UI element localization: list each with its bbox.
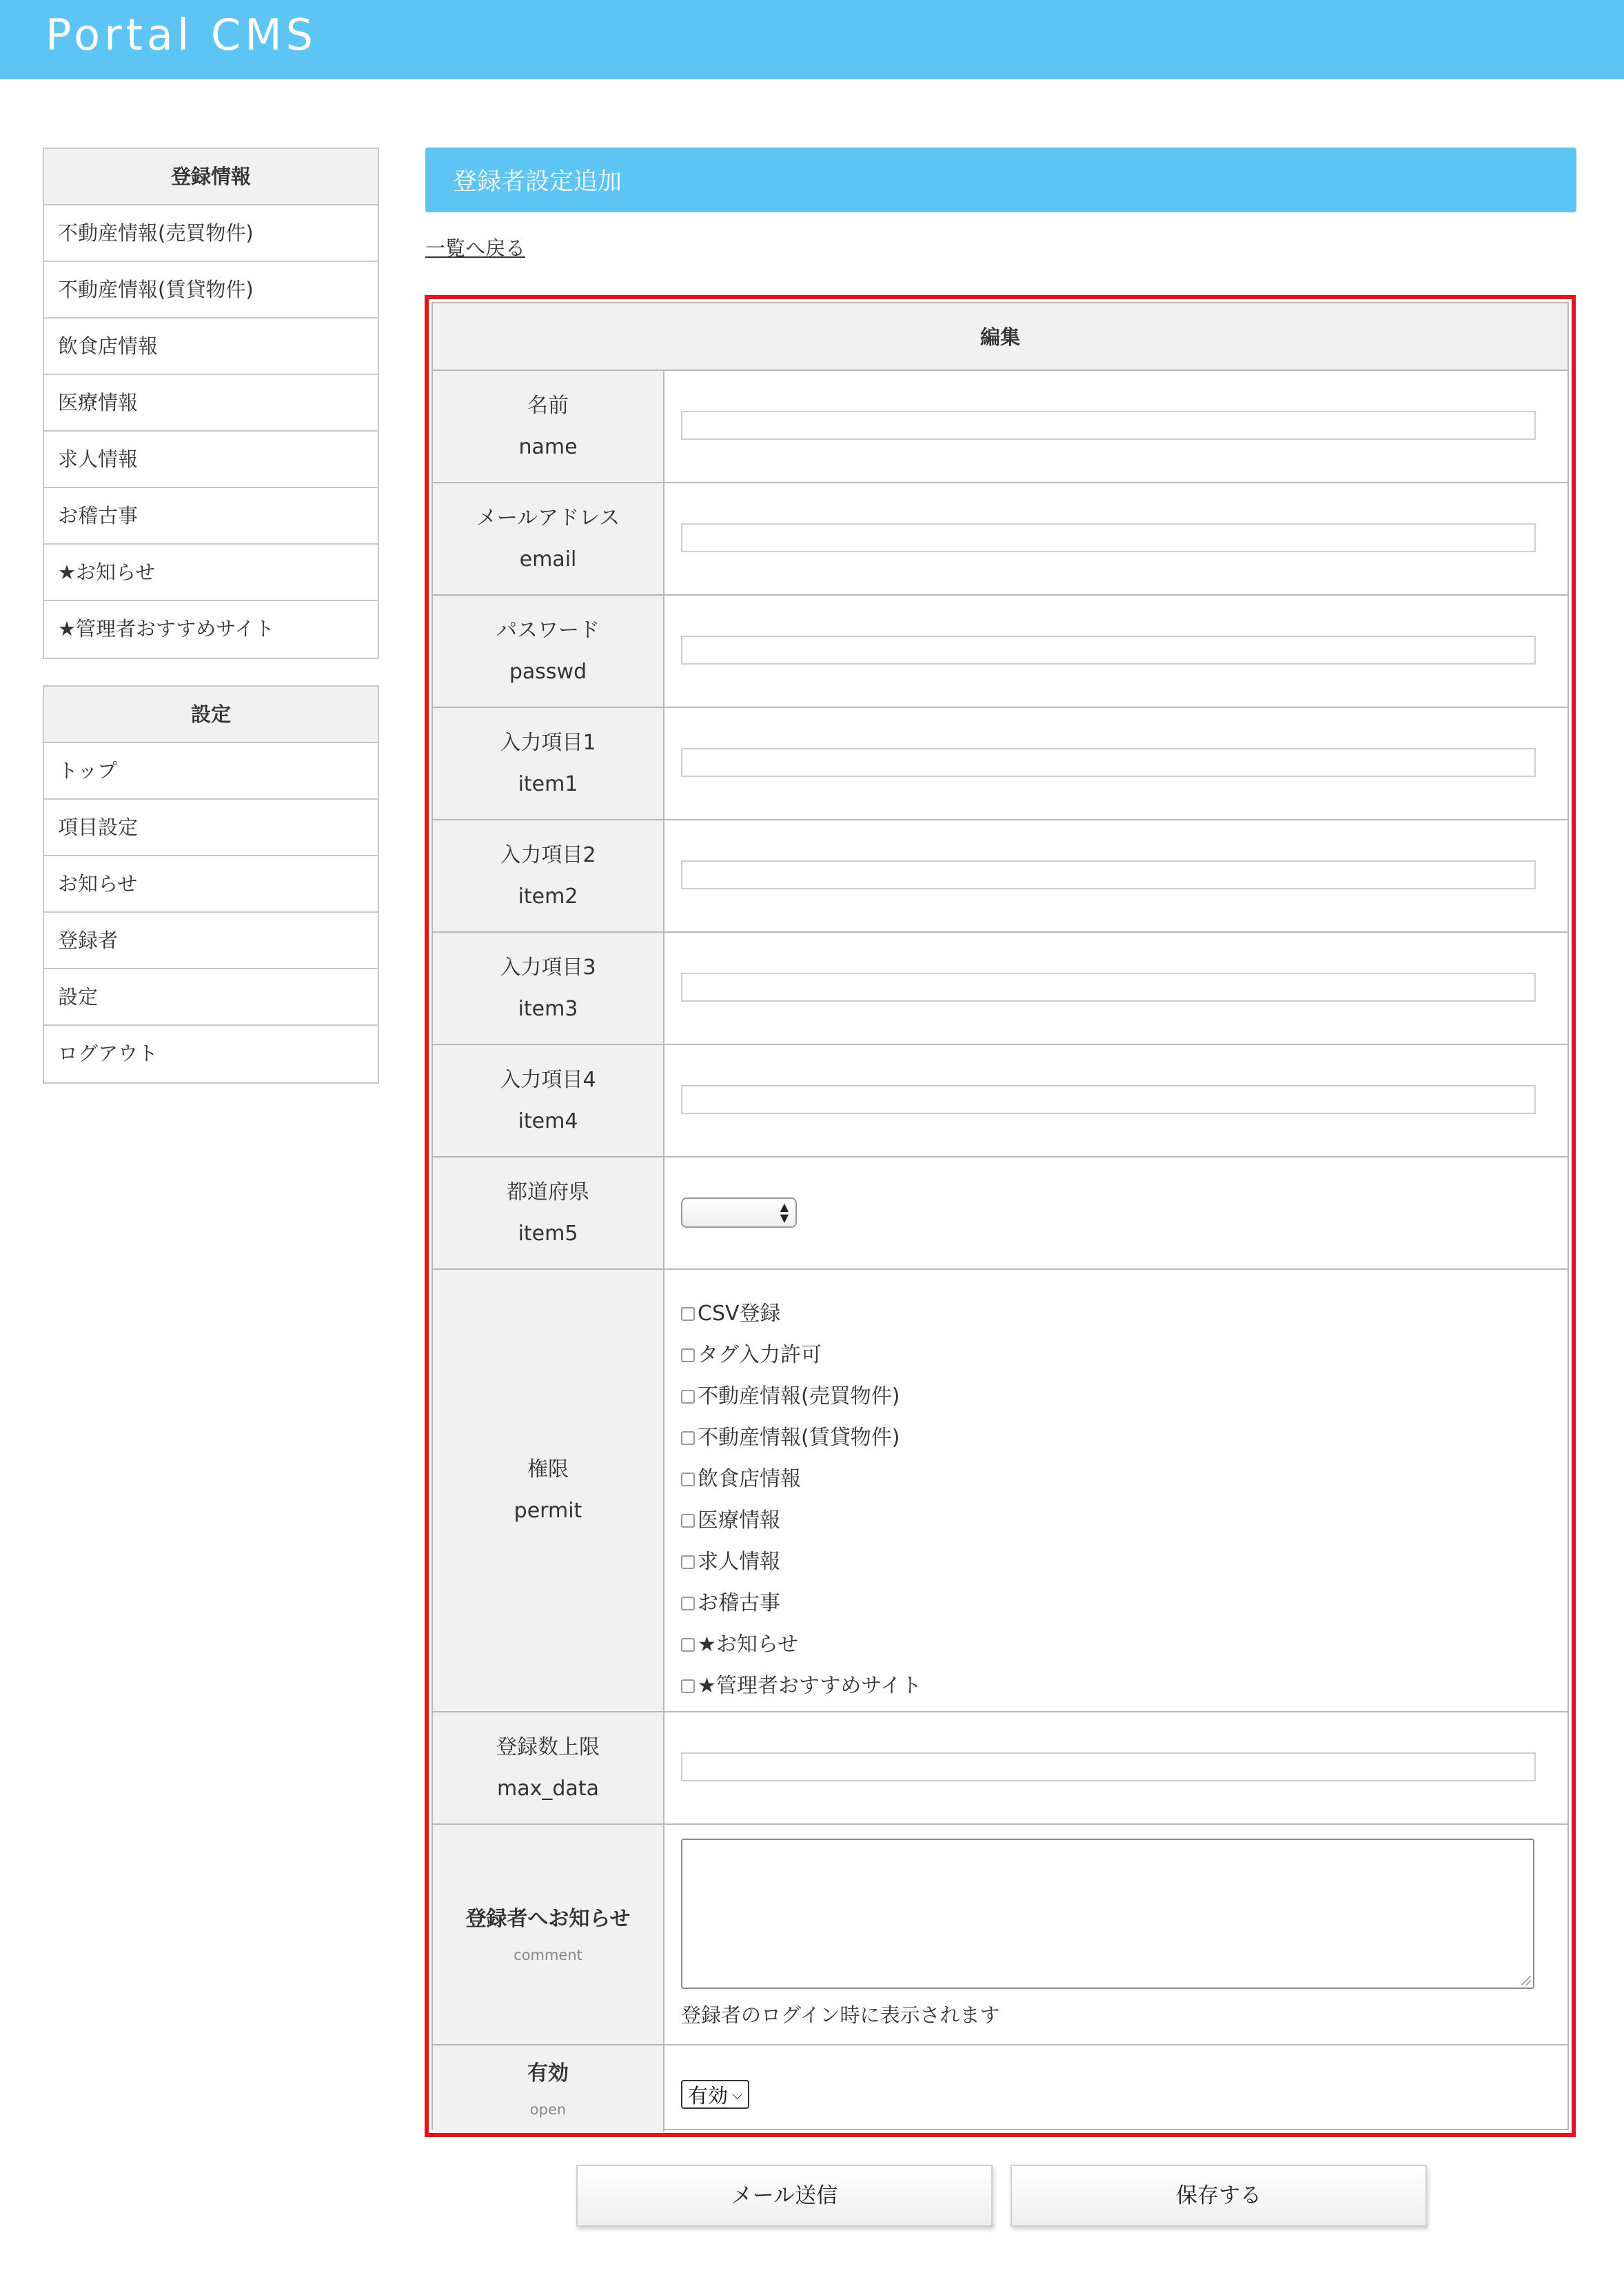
checkbox[interactable] [681,1390,695,1404]
row-field [666,820,1567,931]
checkbox[interactable] [681,1555,695,1569]
permission-option-label: 飲食店情報 [698,1467,801,1491]
sidebar-item-registrants[interactable]: 登録者 [44,913,378,969]
row-label [433,1045,664,1156]
sidebar-group-settings [43,685,379,1084]
field-label: 名前 [527,393,569,418]
sidebar-item-notices[interactable]: お知らせ [44,856,378,913]
field-key: name [518,434,578,459]
sidebar-heading: 登録情報 [44,149,378,205]
form-row-max-data [433,1712,1567,1825]
item1-input[interactable] [681,748,1536,777]
permission-option-label: 医療情報 [698,1508,780,1533]
form-row-passwd [433,596,1567,708]
sidebar-item-realestate-sale[interactable]: 不動産情報(売買物件) [44,205,378,262]
row-field [666,1712,1567,1823]
page-title: 登録者設定追加 [453,168,622,196]
sidebar-item-restaurants[interactable]: 飲食店情報 [44,318,378,375]
sidebar-item-lessons[interactable]: お稽古事 [44,488,378,545]
field-key: item2 [518,884,578,909]
password-input[interactable] [681,636,1536,665]
permission-checkbox-list [681,1291,922,1704]
sidebar-item-logout[interactable]: ログアウト [58,1042,159,1065]
row-label [433,708,664,819]
form-row-item2 [433,820,1567,933]
form-row-item3 [433,933,1567,1045]
form-row-item1 [433,708,1567,820]
comment-hint: 登録者のログイン時に表示されます [681,2003,1000,2027]
permission-option[interactable] [681,1580,922,1621]
max-data-input[interactable] [681,1752,1536,1781]
permission-option-label: ★管理者おすすめサイト [698,1674,922,1698]
row-field [666,708,1567,819]
checkbox[interactable] [681,1307,695,1321]
resize-grip-icon[interactable] [1521,1976,1531,1985]
field-label: 有効 [527,2061,569,2085]
permission-option[interactable] [681,1497,922,1539]
field-label: 入力項目3 [500,955,596,980]
row-label [433,1712,664,1823]
edit-form-table [432,302,1569,2130]
field-label: 入力項目1 [500,730,596,755]
permission-option-label: CSV登録 [698,1302,781,1326]
field-label: 都道府県 [507,1180,589,1204]
item3-input[interactable] [681,973,1536,1002]
row-label [433,371,664,482]
field-key: item1 [518,771,578,796]
row-field [666,596,1567,707]
field-label: 登録者へお知らせ [465,1907,631,1931]
open-select[interactable] [681,2080,749,2109]
permission-option-label: ★お知らせ [698,1632,798,1657]
send-mail-button[interactable]: メール送信 [576,2165,993,2227]
form-row-prefecture [433,1157,1567,1270]
field-key: open [529,2101,567,2118]
field-label: 権限 [527,1457,569,1482]
prefecture-select[interactable] [681,1197,797,1228]
checkbox[interactable] [681,1348,695,1362]
row-label [433,483,664,594]
form-row-permit [433,1270,1567,1712]
sidebar-item-top[interactable]: トップ [44,743,378,800]
row-field [666,371,1567,482]
row-label [433,1825,664,2044]
permission-option[interactable] [681,1539,922,1580]
row-field [666,483,1567,594]
permission-option[interactable] [681,1415,922,1456]
comment-textarea[interactable] [681,1839,1534,1989]
checkbox[interactable] [681,1514,695,1528]
sidebar-heading: 設定 [44,687,378,743]
permission-option[interactable] [681,1621,922,1663]
row-field [666,1045,1567,1156]
field-key: permit [514,1499,582,1523]
field-key: item4 [518,1109,578,1133]
permission-option-label: タグ入力許可 [698,1343,822,1367]
page-title-bar [425,148,1576,212]
sidebar-item-medical[interactable]: 医療情報 [44,375,378,432]
row-label [433,820,664,931]
up-down-arrows-icon: ▲ ▼ [780,1200,789,1224]
checkbox[interactable] [681,1597,695,1610]
sidebar-item-realestate-rent[interactable]: 不動産情報(賃貸物件) [44,262,378,318]
field-key: comment [514,1947,582,1963]
permission-option[interactable] [681,1373,922,1415]
checkbox[interactable] [681,1431,695,1445]
sidebar-item-recommended-sites[interactable]: ★管理者おすすめサイト [58,617,275,640]
permission-option-label: 求人情報 [698,1550,780,1574]
form-row-name [433,371,1567,483]
item4-input[interactable] [681,1085,1536,1114]
item2-input[interactable] [681,860,1536,889]
field-key: item3 [518,996,578,1021]
form-highlight-frame [425,295,1576,2137]
app-header [0,0,1624,79]
open-select-value: 有効 [688,2083,729,2107]
name-input[interactable] [681,411,1536,440]
field-label: 入力項目2 [500,842,596,867]
field-key: item5 [518,1221,578,1246]
row-label [433,1157,664,1268]
form-row-open [433,2045,1567,2132]
row-label [433,1270,664,1711]
chevron-down-icon: ⌵ [732,2086,743,2103]
sidebar-group-registration [43,148,379,659]
field-label: 入力項目4 [500,1067,596,1092]
sidebar-item-field-settings[interactable]: 項目設定 [44,800,378,856]
permission-option[interactable] [681,1663,922,1704]
form-row-email [433,483,1567,596]
row-label [433,596,664,707]
save-button[interactable]: 保存する [1011,2165,1427,2227]
permission-option[interactable] [681,1332,922,1373]
permission-option[interactable] [681,1456,922,1497]
app-title: Portal CMS [45,10,317,60]
field-key: max_data [497,1776,599,1801]
row-field [666,2045,1567,2132]
row-label [433,2045,664,2132]
row-field [666,1825,1567,2044]
permission-option-label: 不動産情報(売買物件) [698,1384,900,1408]
row-field [666,933,1567,1044]
permission-option[interactable] [681,1291,922,1332]
sidebar-item-jobs[interactable]: 求人情報 [44,432,378,488]
form-row-item4 [433,1045,1567,1157]
row-label [433,933,664,1044]
field-key: email [519,547,577,572]
row-field [666,1270,1567,1711]
field-key: passwd [509,659,587,684]
permission-option-label: お稽古事 [698,1591,780,1615]
sidebar-item-news[interactable]: ★お知らせ [44,545,378,601]
sidebar-item-settings[interactable]: 設定 [44,969,378,1026]
back-to-list-link[interactable]: 一覧へ戻る [425,236,526,260]
field-label: 登録数上限 [496,1735,600,1759]
checkbox[interactable] [681,1473,695,1486]
form-heading: 編集 [433,303,1567,371]
form-row-comment [433,1825,1567,2045]
permission-option-label: 不動産情報(賃貸物件) [698,1426,900,1450]
field-label: パスワード [496,618,600,643]
checkbox[interactable] [681,1679,695,1693]
checkbox[interactable] [681,1638,695,1652]
row-field [666,1157,1567,1268]
email-input[interactable] [681,523,1536,552]
field-label: メールアドレス [476,505,620,530]
